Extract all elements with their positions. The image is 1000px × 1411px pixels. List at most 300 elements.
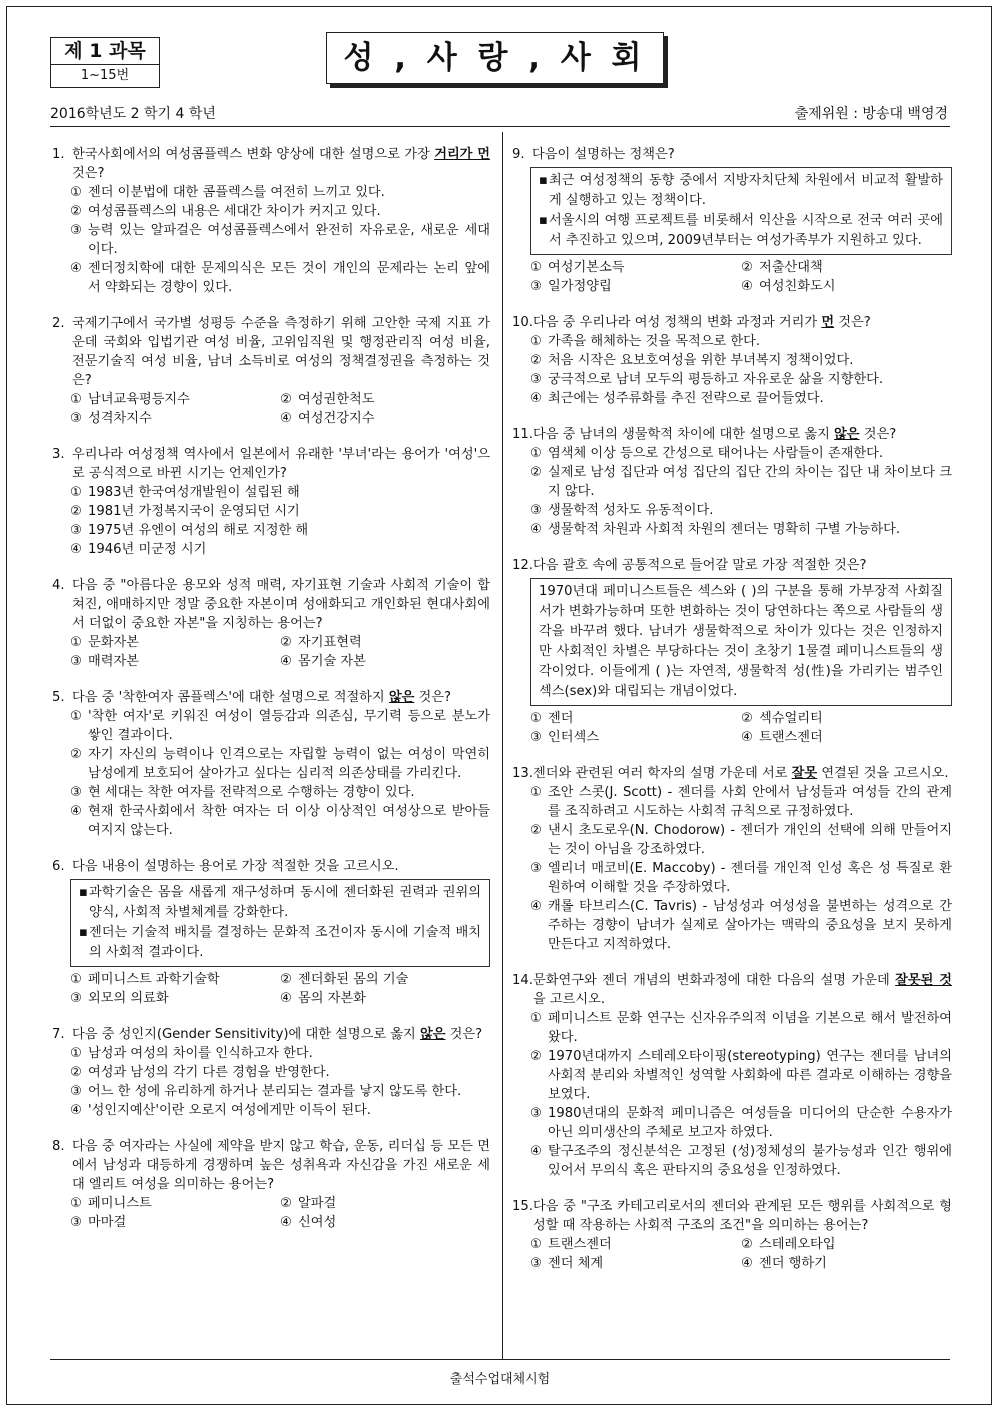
question-6 bbox=[52, 857, 490, 1008]
option-2 bbox=[741, 709, 952, 728]
option-text: 신여성 bbox=[298, 1215, 337, 1230]
box-item bbox=[79, 883, 481, 923]
question-number: 11. bbox=[512, 427, 533, 442]
emphasis: 않은 bbox=[834, 427, 860, 442]
option-marker: ④ bbox=[280, 411, 292, 426]
question-text bbox=[72, 1025, 490, 1044]
option-3 bbox=[512, 370, 952, 389]
info-box bbox=[530, 167, 952, 255]
question-text bbox=[533, 971, 952, 1009]
stem-part: 다음 중 여자라는 사실에 제약을 받지 않고 학습, 운동, 리더십 등 모든 면에서 남성과 대등하게 경쟁하며 높은 성취욕과 자신감을 가진 새로운 세대 엘리트 여성을 의미하는 용어는? bbox=[72, 1139, 490, 1192]
option-2 bbox=[512, 463, 952, 501]
option-text: 페미니스트 과학기술학 bbox=[88, 972, 220, 987]
stem-part: 것은? bbox=[414, 690, 452, 705]
subject-box bbox=[50, 37, 160, 88]
question-1 bbox=[52, 145, 490, 297]
options-grid bbox=[52, 970, 490, 1008]
option-1 bbox=[70, 970, 280, 989]
option-text: 1946년 미군정 시기 bbox=[88, 542, 207, 557]
option-text: 자기표현력 bbox=[298, 635, 362, 650]
option-text: 일가정양립 bbox=[548, 279, 612, 294]
question-number: 9. bbox=[512, 147, 525, 162]
question-number: 5. bbox=[52, 690, 65, 705]
option-text: 조안 스콧(J. Scott) - 젠더를 사회 안에서 남성들과 여성들 간의 관계를 조직하려고 시도하는 사회적 규칙으로 규정하였다. bbox=[548, 785, 952, 819]
option-text: 생물학적 성차도 유동적이다. bbox=[548, 503, 714, 518]
option-text: 성격차지수 bbox=[88, 411, 152, 426]
question-text bbox=[72, 314, 490, 390]
option-marker: ② bbox=[530, 1049, 542, 1064]
option-marker: ③ bbox=[70, 1084, 82, 1099]
option-text: 염색체 이상 등으로 간성으로 태어나는 사람들이 존재한다. bbox=[548, 446, 884, 461]
option-1 bbox=[70, 633, 280, 652]
option-text: 여성친화도시 bbox=[759, 279, 836, 294]
option-marker: ③ bbox=[530, 279, 542, 294]
option-marker: ④ bbox=[70, 542, 82, 557]
stem-part: 국제기구에서 국가별 성평등 수준을 측정하기 위해 고안한 국제 지표 가운데 국회와 입법기관 여성 비율, 고위임직원 및 행정관리직 여성 비율, 전문기술직 여성 비율, 남녀 소득비로 여성의 정책결정권을 측정하는 것은? bbox=[72, 316, 490, 388]
stem-part: 다음 괄호 속에 공통적으로 들어갈 말로 가장 적절한 것은? bbox=[532, 558, 867, 573]
question-stem bbox=[512, 764, 952, 783]
option-text: 남녀교육평등지수 bbox=[88, 392, 190, 407]
option-4 bbox=[741, 728, 952, 747]
question-stem bbox=[512, 556, 952, 575]
option-marker: ① bbox=[530, 260, 542, 275]
question-text bbox=[533, 556, 952, 575]
option-4 bbox=[280, 1213, 490, 1232]
option-text: 생물학적 차원과 사회적 차원의 젠더는 명확히 구별 가능하다. bbox=[548, 522, 901, 537]
option-1 bbox=[512, 1009, 952, 1047]
question-number: 3. bbox=[52, 447, 65, 462]
option-marker: ③ bbox=[530, 503, 542, 518]
option-2 bbox=[512, 821, 952, 859]
option-text: 처음 시작은 요보호여성을 위한 부녀복지 정책이었다. bbox=[548, 353, 854, 368]
option-4 bbox=[280, 409, 490, 428]
question-12 bbox=[512, 556, 952, 747]
option-text: 몸의 자본화 bbox=[298, 991, 366, 1006]
option-3 bbox=[530, 728, 741, 747]
option-marker: ① bbox=[70, 392, 82, 407]
option-text: 어느 한 성에 유리하게 하거나 분리되는 결과를 낳지 않도록 한다. bbox=[88, 1084, 462, 1099]
option-2 bbox=[280, 1194, 490, 1213]
question-number: 12. bbox=[512, 558, 533, 573]
option-marker: ③ bbox=[530, 1106, 542, 1121]
option-marker: ④ bbox=[70, 804, 82, 819]
option-marker: ③ bbox=[70, 991, 82, 1006]
option-text: 젠더정치학에 대한 문제의식은 모든 것이 개인의 문제라는 논리 앞에서 약화되는 경향이 있다. bbox=[88, 261, 490, 295]
box-text: 최근 여성정책의 동향 중에서 지방자치단체 차원에서 비교적 활발하게 실행하고 있는 정책이다. bbox=[549, 173, 943, 208]
question-8 bbox=[52, 1137, 490, 1232]
stem-part: 다음이 설명하는 정책은? bbox=[532, 147, 675, 162]
question-stem bbox=[52, 576, 490, 633]
option-text: 페미니스트 문화 연구는 신자유주의적 이념을 기본으로 해서 발전하여 왔다. bbox=[548, 1011, 952, 1045]
question-2 bbox=[52, 314, 490, 428]
option-text: 스테레오타입 bbox=[759, 1237, 836, 1252]
option-marker: ① bbox=[530, 711, 542, 726]
option-1 bbox=[512, 444, 952, 463]
option-marker: ② bbox=[741, 1237, 753, 1252]
stem-part: 한국사회에서의 여성콤플렉스 변화 양상에 대한 설명으로 가장 bbox=[72, 147, 435, 162]
emphasis: 먼 bbox=[821, 315, 835, 330]
option-text: 매력자본 bbox=[88, 654, 139, 669]
option-marker: ① bbox=[70, 709, 82, 724]
option-marker: ② bbox=[70, 504, 82, 519]
option-marker: ② bbox=[741, 260, 753, 275]
option-marker: ③ bbox=[530, 861, 542, 876]
option-1 bbox=[52, 1044, 490, 1063]
options-grid bbox=[52, 633, 490, 671]
option-2 bbox=[280, 633, 490, 652]
question-number: 13. bbox=[512, 766, 533, 781]
options-grid bbox=[512, 1235, 952, 1273]
option-marker: ① bbox=[530, 785, 542, 800]
option-text: 실제로 남성 집단과 여성 집단의 집단 간의 차이는 집단 내 차이보다 크지 않다. bbox=[548, 465, 952, 499]
option-text: 젠더 이분법에 대한 콤플렉스를 여전히 느끼고 있다. bbox=[88, 185, 385, 200]
option-2 bbox=[52, 202, 490, 221]
option-marker: ③ bbox=[70, 1215, 82, 1230]
box-item bbox=[539, 211, 943, 251]
question-5 bbox=[52, 688, 490, 840]
option-text: 여성콤플렉스의 내용은 세대간 차이가 커지고 있다. bbox=[88, 204, 381, 219]
box-item bbox=[539, 171, 943, 211]
option-3 bbox=[52, 521, 490, 540]
option-text: 낸시 초도로우(N. Chodorow) - 젠더가 개인의 선택에 의해 만들어지는 것이 아님을 강조하였다. bbox=[548, 823, 952, 857]
option-marker: ④ bbox=[741, 1256, 753, 1271]
question-number: 7. bbox=[52, 1027, 65, 1042]
right-column bbox=[512, 145, 952, 1290]
option-marker: ④ bbox=[70, 1103, 82, 1118]
option-text: 저출산대책 bbox=[759, 260, 823, 275]
stem-part: 다음 중 "아름다운 용모와 성적 매력, 자기표현 기술과 사회적 기술이 합쳐진, 애매하지만 정말 중요한 자본이며 성애화되고 개인화된 현대사회에서 더없이 중요한 자본"을 지칭하는 용어는? bbox=[72, 578, 490, 631]
option-2 bbox=[512, 1047, 952, 1104]
option-marker: ① bbox=[70, 972, 82, 987]
option-1 bbox=[512, 332, 952, 351]
option-text: 1975년 유엔이 여성의 해로 지정한 해 bbox=[88, 523, 309, 538]
question-10 bbox=[512, 313, 952, 408]
option-marker: ④ bbox=[280, 991, 292, 1006]
option-text: 여성권한척도 bbox=[298, 392, 375, 407]
option-marker: ① bbox=[70, 635, 82, 650]
option-2 bbox=[280, 390, 490, 409]
option-marker: ② bbox=[70, 1065, 82, 1080]
question-stem bbox=[52, 857, 490, 876]
option-marker: ③ bbox=[70, 523, 82, 538]
option-2 bbox=[741, 1235, 952, 1254]
option-marker: ② bbox=[530, 465, 542, 480]
option-text: 자기 자신의 능력이나 인격으로는 자립할 능력이 없는 여성이 막연히 남성에게 보호되어 살아가고 싶다는 심리적 의존상태를 가리킨다. bbox=[88, 747, 490, 781]
option-3 bbox=[512, 1104, 952, 1142]
question-stem bbox=[52, 1025, 490, 1044]
option-2 bbox=[52, 1063, 490, 1082]
question-text bbox=[533, 425, 952, 444]
option-marker: ④ bbox=[280, 654, 292, 669]
question-text bbox=[533, 764, 952, 783]
option-marker: ② bbox=[280, 972, 292, 987]
stem-part: 다음 중 "구조 카테고리로서의 젠더와 관계된 모든 행위를 사회적으로 형성할 때 작용하는 사회적 구조의 조건"을 의미하는 용어는? bbox=[532, 1199, 952, 1233]
options-grid bbox=[512, 258, 952, 296]
question-4 bbox=[52, 576, 490, 671]
option-marker: ③ bbox=[70, 411, 82, 426]
stem-part: 다음 중 남녀의 생물학적 차이에 대한 설명으로 옳지 bbox=[532, 427, 835, 442]
option-text: 젠더 체계 bbox=[548, 1256, 604, 1271]
option-text: 현재 한국사회에서 착한 여자는 더 이상 이상적인 여성상으로 받아들여지지 않는다. bbox=[88, 804, 490, 838]
passage-box: 1970년대 페미니스트들은 섹스와 ( )의 구분을 통해 가부장적 사회질서가 변화가능하며 또한 변화하는 것이 당연하다는 쪽으로 사람들의 생각을 바꾸려 했다. 남녀가 생물학적으로 차이가 있다는 것은 인정하지만 사회적인 차별은 부당하다는 것이 초창기 1물결 페미니스트들의 생각이었다. 이들에게 ( )는 자연적, 생물학적 성(性)을 가리키는 범주인 섹스(sex)와 대립되는 개념이었다. bbox=[530, 578, 952, 706]
option-2 bbox=[52, 502, 490, 521]
stem-part: 연결된 것을 고르시오. bbox=[817, 766, 949, 781]
option-marker: ② bbox=[530, 823, 542, 838]
option-text: 가족을 해체하는 것을 목적으로 한다. bbox=[548, 334, 761, 349]
option-2 bbox=[280, 970, 490, 989]
question-text bbox=[72, 688, 490, 707]
option-text: 최근에는 성주류화를 추진 전략으로 끌어들였다. bbox=[548, 391, 824, 406]
option-marker: ① bbox=[70, 1046, 82, 1061]
option-2 bbox=[512, 351, 952, 370]
option-text: 1970년대까지 스테레오타이핑(stereotyping) 연구는 젠더를 남녀의 사회적 분리와 차별적인 성역할 사회화에 따른 결과로 이해하는 경향을 보였다. bbox=[548, 1049, 952, 1102]
option-3 bbox=[530, 1254, 741, 1273]
option-text: 여성기본소득 bbox=[548, 260, 625, 275]
option-marker: ① bbox=[530, 1237, 542, 1252]
option-2 bbox=[52, 745, 490, 783]
option-3 bbox=[70, 1213, 280, 1232]
option-1 bbox=[52, 183, 490, 202]
option-marker: ② bbox=[530, 353, 542, 368]
question-text bbox=[72, 857, 490, 876]
option-4 bbox=[280, 652, 490, 671]
options-grid bbox=[512, 709, 952, 747]
option-marker: ④ bbox=[530, 522, 542, 537]
stem-part: 우리나라 여성정책 역사에서 일본에서 유래한 '부녀'라는 용어가 '여성'으로 공식적으로 바뀐 시기는 언제인가? bbox=[72, 447, 490, 481]
question-number: 10. bbox=[512, 315, 533, 330]
stem-part: 것은? bbox=[445, 1027, 483, 1042]
emphasis: 잘못된 것 bbox=[895, 973, 952, 988]
option-marker: ③ bbox=[70, 223, 82, 238]
stem-part: 것은? bbox=[834, 315, 871, 330]
options-grid bbox=[52, 1194, 490, 1232]
option-3 bbox=[52, 1082, 490, 1101]
question-text bbox=[532, 145, 952, 164]
option-text: 마마걸 bbox=[88, 1215, 127, 1230]
option-marker: ② bbox=[70, 747, 82, 762]
author-info: 출제위원 : 방송대 백영경 bbox=[794, 106, 948, 122]
option-4 bbox=[741, 1254, 952, 1273]
question-stem bbox=[512, 1197, 952, 1235]
option-3 bbox=[52, 783, 490, 802]
question-stem bbox=[52, 1137, 490, 1194]
option-4 bbox=[512, 520, 952, 539]
question-number: 2. bbox=[52, 316, 65, 331]
option-marker: ③ bbox=[530, 1256, 542, 1271]
option-marker: ④ bbox=[741, 730, 753, 745]
bullet-icon: ▪ bbox=[539, 213, 548, 228]
stem-part: 젠더와 관련된 여러 학자의 설명 가운데 서로 bbox=[532, 766, 792, 781]
option-3 bbox=[70, 409, 280, 428]
question-stem bbox=[52, 145, 490, 183]
question-text bbox=[533, 1197, 952, 1235]
question-14 bbox=[512, 971, 952, 1180]
option-3 bbox=[512, 859, 952, 897]
options-grid bbox=[52, 390, 490, 428]
question-text bbox=[72, 576, 490, 633]
option-text: 몸기술 자본 bbox=[298, 654, 366, 669]
option-text: 궁극적으로 남녀 모두의 평등하고 자유로운 삶을 지향한다. bbox=[548, 372, 884, 387]
option-4 bbox=[52, 802, 490, 840]
question-number: 15. bbox=[512, 1199, 533, 1214]
option-4 bbox=[280, 989, 490, 1008]
option-text: '착한 여자'로 키워진 여성이 열등감과 의존심, 무기력 등으로 분노가 쌓인 결과이다. bbox=[88, 709, 490, 743]
question-stem bbox=[512, 425, 952, 444]
option-marker: ② bbox=[280, 1196, 292, 1211]
bullet-icon: ▪ bbox=[539, 173, 548, 188]
option-marker: ② bbox=[70, 204, 82, 219]
stem-part: 것은? bbox=[859, 427, 897, 442]
term-info: 2016학년도 2 학기 4 학년 bbox=[50, 106, 216, 122]
column-divider bbox=[502, 132, 503, 1359]
emphasis: 않은 bbox=[388, 690, 415, 705]
option-marker: ③ bbox=[70, 654, 82, 669]
option-3 bbox=[70, 989, 280, 1008]
option-marker: ③ bbox=[530, 372, 542, 387]
option-3 bbox=[52, 221, 490, 259]
header-divider bbox=[50, 126, 950, 127]
box-text: 서울시의 여행 프로젝트를 비롯해서 익산을 시작으로 전국 여러 곳에서 추진하고 있으며, 2009년부터는 여성가족부가 지원하고 있다. bbox=[549, 213, 943, 248]
question-stem bbox=[512, 145, 952, 164]
option-text: 젠더 행하기 bbox=[759, 1256, 827, 1271]
option-3 bbox=[70, 652, 280, 671]
option-3 bbox=[530, 277, 741, 296]
option-1 bbox=[70, 390, 280, 409]
footer-text: 출석수업대체시험 bbox=[449, 1372, 551, 1387]
option-text: 탈구조주의 정신분석은 고정된 (성)정체성의 불가능성과 인간 행위에 있어서 무의식 혹은 판타지의 중요성을 인정하였다. bbox=[548, 1144, 952, 1178]
question-text bbox=[72, 145, 490, 183]
option-marker: ③ bbox=[70, 785, 82, 800]
question-number: 4. bbox=[52, 578, 65, 593]
question-stem bbox=[52, 688, 490, 707]
option-text: 외모의 의료화 bbox=[88, 991, 169, 1006]
question-13 bbox=[512, 764, 952, 954]
emphasis: 잘못 bbox=[791, 766, 818, 781]
question-text bbox=[72, 1137, 490, 1194]
option-4 bbox=[52, 540, 490, 559]
option-marker: ③ bbox=[530, 730, 542, 745]
question-number: 8. bbox=[52, 1139, 65, 1154]
footer-divider bbox=[50, 1359, 950, 1360]
question-stem bbox=[52, 445, 490, 483]
stem-part: 다음 중 우리나라 여성 정책의 변화 과정과 거리가 bbox=[532, 315, 822, 330]
option-4 bbox=[512, 1142, 952, 1180]
option-text: 능력 있는 알파걸은 여성콤플렉스에서 완전히 자유로운, 새로운 세대이다. bbox=[88, 223, 490, 257]
option-marker: ① bbox=[530, 1011, 542, 1026]
option-marker: ④ bbox=[530, 1144, 542, 1159]
option-marker: ① bbox=[530, 446, 542, 461]
question-11 bbox=[512, 425, 952, 539]
option-text: '성인지예산'이란 오로지 여성에게만 이득이 된다. bbox=[88, 1103, 371, 1118]
stem-part: 문화연구와 젠더 개념의 변화과정에 대한 다음의 설명 가운데 bbox=[532, 973, 896, 988]
option-text: 문화자본 bbox=[88, 635, 139, 650]
left-column bbox=[52, 145, 490, 1249]
option-4 bbox=[52, 259, 490, 297]
bullet-icon: ▪ bbox=[79, 925, 88, 940]
option-text: 알파걸 bbox=[298, 1196, 337, 1211]
option-marker: ① bbox=[70, 1196, 82, 1211]
box-text: 과학기술은 몸을 새롭게 재구성하며 동시에 젠더화된 권력과 권위의 양식, 사회적 차별체계를 강화한다. bbox=[89, 885, 481, 920]
option-text: 트랜스젠더 bbox=[759, 730, 823, 745]
option-1 bbox=[530, 1235, 741, 1254]
stem-part: 다음 중 성인지(Gender Sensitivity)에 대한 설명으로 옳지 bbox=[72, 1027, 420, 1042]
option-text: 엘리너 매코비(E. Maccoby) - 젠더를 개인적 인성 혹은 성 특질로 환원하여 이해할 것을 주장하였다. bbox=[548, 861, 952, 895]
option-marker: ④ bbox=[70, 261, 82, 276]
option-text: 현 세대는 착한 여자를 전략적으로 수행하는 경향이 있다. bbox=[88, 785, 415, 800]
question-stem bbox=[52, 314, 490, 390]
option-marker: ④ bbox=[280, 1215, 292, 1230]
option-marker: ① bbox=[70, 185, 82, 200]
option-4 bbox=[741, 277, 952, 296]
option-1 bbox=[52, 707, 490, 745]
option-4 bbox=[512, 389, 952, 408]
option-marker: ④ bbox=[741, 279, 753, 294]
option-text: 여성건강지수 bbox=[298, 411, 375, 426]
option-1 bbox=[52, 483, 490, 502]
stem-part: 다음 중 '착한여자 콤플렉스'에 대한 설명으로 적절하지 bbox=[72, 690, 389, 705]
question-number: 6. bbox=[52, 859, 65, 874]
option-text: 남성과 여성의 차이를 인식하고자 한다. bbox=[88, 1046, 313, 1061]
option-1 bbox=[512, 783, 952, 821]
stem-part: 을 고르시오. bbox=[532, 992, 606, 1007]
stem-part: 것은? bbox=[72, 166, 105, 181]
option-text: 1981년 가정복지국이 운영되던 시기 bbox=[88, 504, 300, 519]
option-marker: ② bbox=[280, 392, 292, 407]
question-9 bbox=[512, 145, 952, 296]
question-number: 1. bbox=[52, 147, 65, 162]
option-text: 페미니스트 bbox=[88, 1196, 152, 1211]
question-text bbox=[72, 445, 490, 483]
question-number: 14. bbox=[512, 973, 533, 988]
question-15 bbox=[512, 1197, 952, 1273]
option-marker: ① bbox=[530, 334, 542, 349]
bullet-icon: ▪ bbox=[79, 885, 88, 900]
option-text: 여성과 남성의 각기 다른 경험을 반영한다. bbox=[88, 1065, 330, 1080]
emphasis: 거리가 먼 bbox=[434, 147, 490, 162]
option-text: 젠더화된 몸의 기술 bbox=[298, 972, 409, 987]
option-3 bbox=[512, 501, 952, 520]
subject-label: 제 1 과목 bbox=[51, 38, 159, 65]
option-marker: ① bbox=[70, 485, 82, 500]
option-1 bbox=[70, 1194, 280, 1213]
option-2 bbox=[741, 258, 952, 277]
question-7 bbox=[52, 1025, 490, 1120]
option-marker: ④ bbox=[530, 391, 542, 406]
option-4 bbox=[512, 897, 952, 954]
info-box bbox=[70, 879, 490, 967]
option-text: 인터섹스 bbox=[548, 730, 599, 745]
option-1 bbox=[530, 258, 741, 277]
option-1 bbox=[530, 709, 741, 728]
question-text bbox=[533, 313, 952, 332]
question-range: 1~15번 bbox=[80, 68, 130, 83]
option-4 bbox=[52, 1101, 490, 1120]
question-stem bbox=[512, 313, 952, 332]
box-item bbox=[79, 923, 481, 963]
option-text: 젠더 bbox=[548, 711, 574, 726]
box-text: 젠더는 기술적 배치를 결정하는 문화적 조건이자 동시에 기술적 배치의 사회적 결과이다. bbox=[89, 925, 481, 960]
option-text: 1983년 한국여성개발원이 설립된 해 bbox=[88, 485, 300, 500]
option-text: 섹슈얼리티 bbox=[759, 711, 823, 726]
question-3 bbox=[52, 445, 490, 559]
option-text: 트랜스젠더 bbox=[548, 1237, 612, 1252]
option-marker: ② bbox=[741, 711, 753, 726]
emphasis: 않은 bbox=[419, 1027, 446, 1042]
stem-part: 다음 내용이 설명하는 용어로 가장 적절한 것을 고르시오. bbox=[72, 859, 399, 874]
option-marker: ④ bbox=[530, 899, 542, 914]
option-marker: ② bbox=[280, 635, 292, 650]
question-stem bbox=[512, 971, 952, 1009]
